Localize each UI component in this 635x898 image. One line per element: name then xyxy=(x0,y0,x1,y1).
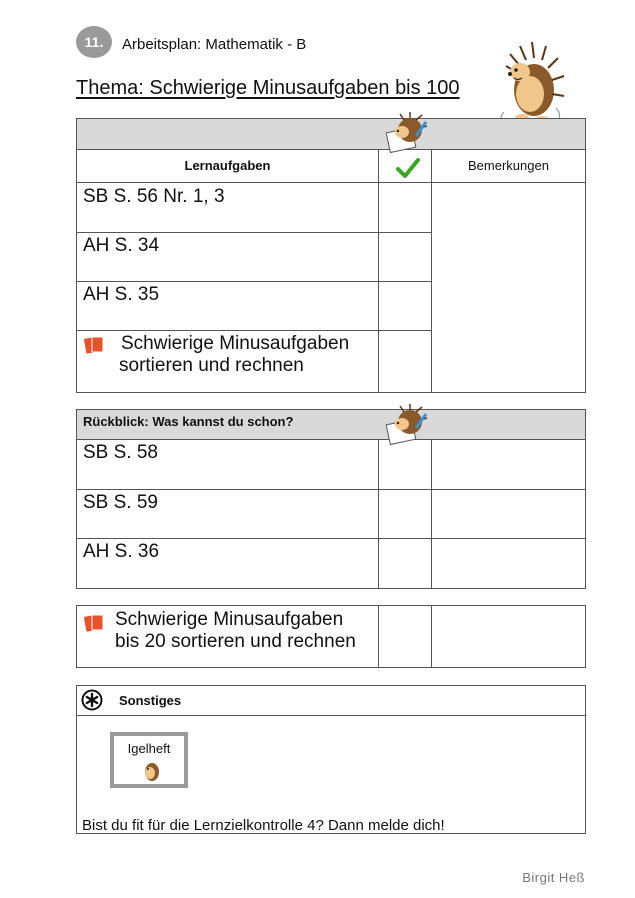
hedgehog-icon xyxy=(142,760,160,782)
hedgehog-mascot-icon xyxy=(496,28,568,128)
learning-tasks-table xyxy=(76,118,586,393)
hedgehog-writing-icon xyxy=(382,404,430,448)
fitness-message: Bist du fit für die Lernzielkontrolle 4? Dann melde dich! xyxy=(82,817,445,834)
review-header: Rückblick: Was kannst du schon? xyxy=(83,414,294,429)
misc-table xyxy=(76,685,586,834)
review-row-1: SB S. 58 xyxy=(83,442,158,463)
author-credit: Birgit Heß xyxy=(522,870,585,885)
igelheft-label: Igelheft xyxy=(127,741,171,756)
table-header-band xyxy=(77,119,585,149)
star-circle-icon xyxy=(81,689,103,711)
hedgehog-writing-icon xyxy=(382,112,430,156)
checkmark-icon xyxy=(395,157,421,179)
worksheet-number-badge: 11. xyxy=(76,26,112,58)
task-row-4-line2: sortieren und rechnen xyxy=(119,355,304,376)
column-header-bemerkungen: Bemerkungen xyxy=(468,158,549,173)
task-row-3: AH S. 35 xyxy=(83,284,160,305)
task-row-2: AH S. 34 xyxy=(83,235,160,256)
igelheft-box xyxy=(110,732,188,788)
misc-header: Sonstiges xyxy=(119,693,182,708)
review-row-2: SB S. 59 xyxy=(83,492,158,513)
column-header-lernaufgaben: Lernaufgaben xyxy=(184,158,271,173)
plan-title: Arbeitsplan: Mathematik - B xyxy=(122,36,307,53)
extra-task-line1: Schwierige Minusaufgaben xyxy=(115,609,344,630)
task-card-icon xyxy=(83,612,105,634)
review-row-3: AH S. 36 xyxy=(83,541,160,562)
topic-title: Thema: Schwierige Minusaufgaben bis 100 xyxy=(76,77,460,99)
task-row-1: SB S. 56 Nr. 1, 3 xyxy=(83,186,225,207)
extra-task-line2: bis 20 sortieren und rechnen xyxy=(115,631,356,652)
task-card-icon xyxy=(83,334,105,356)
extra-task-table xyxy=(76,605,586,668)
review-table xyxy=(76,409,586,589)
task-row-4-line1: Schwierige Minusaufgaben xyxy=(121,333,350,354)
